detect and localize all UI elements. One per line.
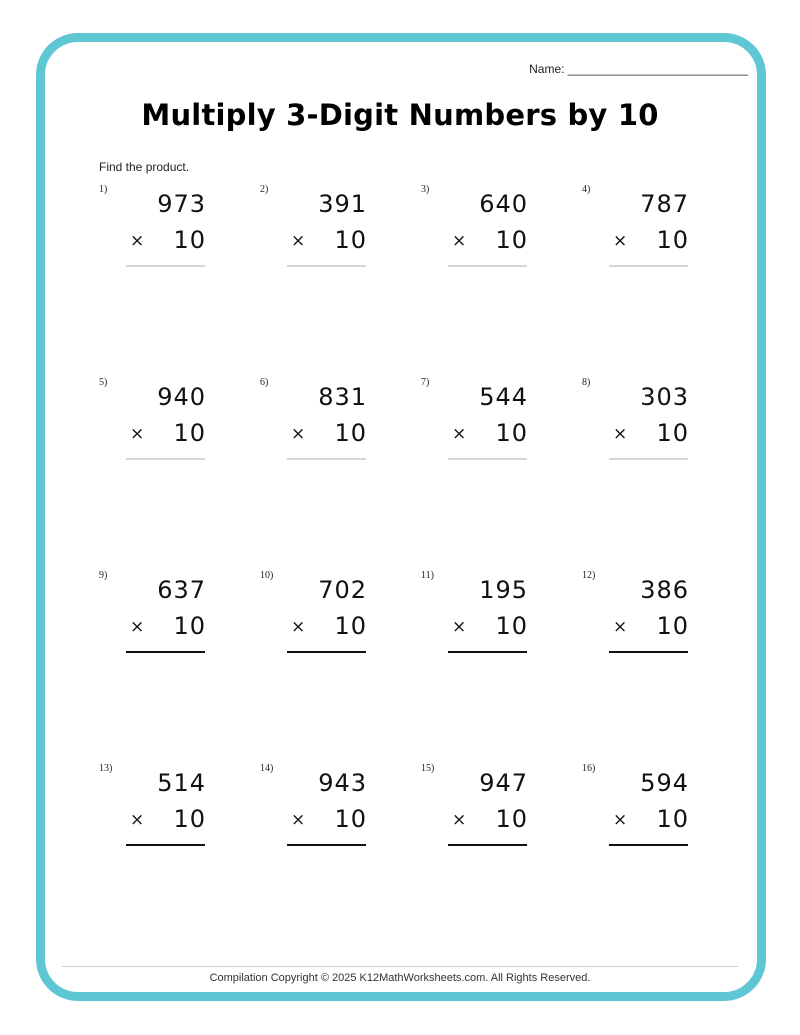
answer-line[interactable] bbox=[448, 265, 527, 267]
multiplicand: 973 bbox=[157, 190, 206, 218]
answer-line[interactable] bbox=[126, 265, 205, 267]
multiplier: 10 bbox=[495, 226, 528, 254]
multiplier: 10 bbox=[334, 612, 367, 640]
multiply-sign: × bbox=[613, 617, 628, 637]
footer-divider bbox=[62, 966, 738, 967]
problem-number: 1) bbox=[99, 184, 108, 195]
multiply-sign: × bbox=[452, 424, 467, 444]
answer-line[interactable] bbox=[287, 651, 366, 653]
multiply-sign: × bbox=[291, 231, 306, 251]
multiply-sign: × bbox=[452, 617, 467, 637]
problem-number: 8) bbox=[582, 377, 591, 388]
answer-line[interactable] bbox=[126, 844, 205, 846]
answer-line[interactable] bbox=[609, 651, 688, 653]
name-field[interactable]: Name: ___________________________ bbox=[529, 62, 748, 76]
answer-line[interactable] bbox=[287, 844, 366, 846]
problem-number: 10) bbox=[260, 570, 274, 581]
multiplier: 10 bbox=[656, 226, 689, 254]
multiplier: 10 bbox=[173, 612, 206, 640]
problem-6 bbox=[260, 377, 380, 467]
problem-number: 6) bbox=[260, 377, 269, 388]
multiplicand: 943 bbox=[318, 769, 367, 797]
problem-16 bbox=[582, 763, 702, 853]
problem-5 bbox=[99, 377, 219, 467]
multiplicand: 386 bbox=[640, 576, 689, 604]
multiplicand: 940 bbox=[157, 383, 206, 411]
answer-line[interactable] bbox=[448, 458, 527, 460]
problem-number: 13) bbox=[99, 763, 113, 774]
problem-8 bbox=[582, 377, 702, 467]
multiplier: 10 bbox=[656, 419, 689, 447]
problem-number: 7) bbox=[421, 377, 430, 388]
multiplicand: 514 bbox=[157, 769, 206, 797]
problem-14 bbox=[260, 763, 380, 853]
problem-3 bbox=[421, 184, 541, 274]
answer-line[interactable] bbox=[448, 651, 527, 653]
multiplicand: 787 bbox=[640, 190, 689, 218]
multiply-sign: × bbox=[613, 231, 628, 251]
problem-number: 15) bbox=[421, 763, 435, 774]
multiplier: 10 bbox=[334, 226, 367, 254]
answer-line[interactable] bbox=[609, 265, 688, 267]
multiplicand: 702 bbox=[318, 576, 367, 604]
problem-11 bbox=[421, 570, 541, 660]
multiply-sign: × bbox=[130, 424, 145, 444]
problem-12 bbox=[582, 570, 702, 660]
problem-number: 4) bbox=[582, 184, 591, 195]
worksheet-border bbox=[36, 33, 766, 1001]
instructions: Find the product. bbox=[99, 160, 190, 174]
answer-line[interactable] bbox=[448, 844, 527, 846]
problem-number: 11) bbox=[421, 570, 434, 581]
answer-line[interactable] bbox=[287, 265, 366, 267]
answer-line[interactable] bbox=[287, 458, 366, 460]
multiplicand: 195 bbox=[479, 576, 528, 604]
multiplier: 10 bbox=[656, 612, 689, 640]
multiplier: 10 bbox=[334, 419, 367, 447]
multiplicand: 544 bbox=[479, 383, 528, 411]
multiplier: 10 bbox=[495, 419, 528, 447]
multiply-sign: × bbox=[613, 810, 628, 830]
problem-number: 12) bbox=[582, 570, 596, 581]
multiplicand: 947 bbox=[479, 769, 528, 797]
problem-number: 2) bbox=[260, 184, 269, 195]
problem-number: 14) bbox=[260, 763, 274, 774]
problem-10 bbox=[260, 570, 380, 660]
problem-number: 9) bbox=[99, 570, 108, 581]
multiply-sign: × bbox=[130, 617, 145, 637]
answer-line[interactable] bbox=[609, 458, 688, 460]
answer-line[interactable] bbox=[126, 651, 205, 653]
multiply-sign: × bbox=[452, 810, 467, 830]
problem-number: 3) bbox=[421, 184, 430, 195]
multiply-sign: × bbox=[130, 810, 145, 830]
problem-number: 5) bbox=[99, 377, 108, 388]
multiplier: 10 bbox=[173, 419, 206, 447]
answer-line[interactable] bbox=[126, 458, 205, 460]
multiplicand: 594 bbox=[640, 769, 689, 797]
multiply-sign: × bbox=[291, 617, 306, 637]
problem-number: 16) bbox=[582, 763, 596, 774]
problem-1 bbox=[99, 184, 219, 274]
multiply-sign: × bbox=[291, 810, 306, 830]
problem-2 bbox=[260, 184, 380, 274]
answer-line[interactable] bbox=[609, 844, 688, 846]
multiplicand: 303 bbox=[640, 383, 689, 411]
problem-7 bbox=[421, 377, 541, 467]
multiplicand: 640 bbox=[479, 190, 528, 218]
multiply-sign: × bbox=[291, 424, 306, 444]
multiplicand: 391 bbox=[318, 190, 367, 218]
problem-4 bbox=[582, 184, 702, 274]
problem-15 bbox=[421, 763, 541, 853]
multiplicand: 637 bbox=[157, 576, 206, 604]
multiplier: 10 bbox=[495, 805, 528, 833]
footer-copyright: Compilation Copyright © 2025 K12MathWorksheets.com. All Rights Reserved. bbox=[209, 972, 591, 984]
multiplier: 10 bbox=[495, 612, 528, 640]
multiply-sign: × bbox=[130, 231, 145, 251]
multiply-sign: × bbox=[613, 424, 628, 444]
multiplier: 10 bbox=[173, 226, 206, 254]
multiplier: 10 bbox=[334, 805, 367, 833]
problem-13 bbox=[99, 763, 219, 853]
multiply-sign: × bbox=[452, 231, 467, 251]
multiplicand: 831 bbox=[318, 383, 367, 411]
multiplier: 10 bbox=[656, 805, 689, 833]
problem-9 bbox=[99, 570, 219, 660]
worksheet-title: Multiply 3-Digit Numbers by 10 bbox=[141, 98, 659, 132]
multiplier: 10 bbox=[173, 805, 206, 833]
